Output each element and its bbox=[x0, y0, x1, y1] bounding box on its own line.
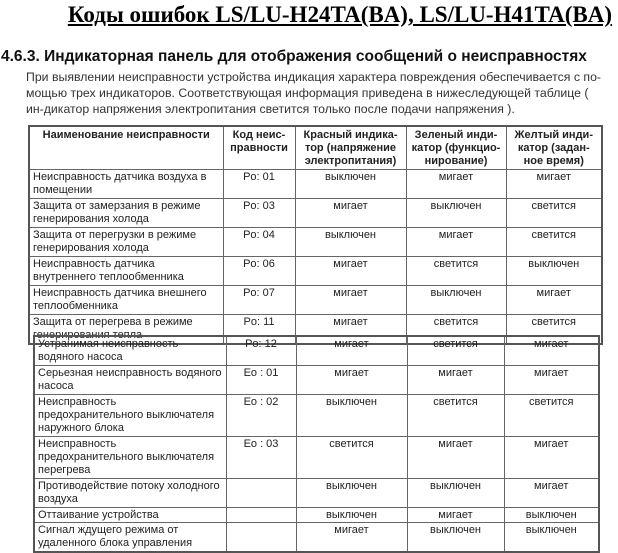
green-indicator-cell: выключен bbox=[406, 199, 506, 228]
yellow-indicator-cell: мигает bbox=[506, 286, 602, 315]
red-indicator-cell: мигает bbox=[295, 257, 406, 286]
fault-name-cell: Серьезная неисправность водяного насоса bbox=[34, 366, 226, 395]
fault-name-cell: Защита от перегрузки в режиме генерирования холода bbox=[29, 228, 223, 257]
fault-name-cell: Противодействие потоку холодного воздуха bbox=[34, 479, 226, 508]
yellow-indicator-cell: выключен bbox=[504, 508, 599, 523]
fault-name-cell: Сигнал ждущего режима от удаленного блока управления bbox=[34, 523, 226, 553]
fault-code-cell: Po: 12 bbox=[226, 336, 296, 366]
fault-name-cell: Оттаивание устройства bbox=[34, 508, 226, 523]
table-row bbox=[29, 228, 602, 257]
header-green-indicator: Зеленый инди-катор (функцио-нирование) bbox=[406, 126, 506, 170]
green-indicator-cell: светится bbox=[406, 315, 506, 345]
fault-name-cell: Неисправность датчика воздуха в помещении bbox=[29, 170, 223, 199]
fault-code-cell: Eo : 03 bbox=[226, 437, 296, 479]
fault-name-cell: Защита от перегрева в режиме генерирования тепла bbox=[29, 315, 223, 345]
green-indicator-cell: выключен bbox=[407, 523, 504, 553]
yellow-indicator-cell: светится bbox=[506, 228, 602, 257]
fault-code-cell: Po: 03 bbox=[223, 199, 295, 228]
red-indicator-cell: мигает bbox=[295, 286, 406, 315]
red-indicator-cell: выключен bbox=[295, 170, 406, 199]
green-indicator-cell: мигает bbox=[407, 366, 504, 395]
table-header-row bbox=[29, 126, 602, 170]
table-row bbox=[29, 170, 602, 199]
table-row bbox=[29, 199, 602, 228]
red-indicator-cell: мигает bbox=[296, 366, 407, 395]
red-indicator-cell: выключен bbox=[296, 395, 407, 437]
yellow-indicator-cell: мигает bbox=[506, 170, 602, 199]
red-indicator-cell: выключен bbox=[296, 479, 407, 508]
table-row bbox=[29, 286, 602, 315]
red-indicator-cell: мигает bbox=[296, 336, 407, 366]
yellow-indicator-cell: мигает bbox=[504, 437, 599, 479]
green-indicator-cell: выключен bbox=[406, 286, 506, 315]
table-row bbox=[34, 366, 599, 395]
table-row bbox=[34, 336, 599, 366]
fault-code-cell: Po: 11 bbox=[223, 315, 295, 345]
red-indicator-cell: светится bbox=[296, 437, 407, 479]
fault-name-cell: Устранимая неисправность водяного насоса bbox=[34, 336, 226, 366]
red-indicator-cell: выключен bbox=[295, 228, 406, 257]
fault-name-cell: Неисправность предохранительного выключателя перегрева bbox=[34, 437, 226, 479]
fault-name-cell: Неисправность датчика внешнего теплообменника bbox=[29, 286, 223, 315]
yellow-indicator-cell: мигает bbox=[504, 336, 599, 366]
fault-code-cell: Eo : 01 bbox=[226, 366, 296, 395]
table-row bbox=[34, 523, 599, 553]
green-indicator-cell: светится bbox=[406, 257, 506, 286]
fault-code-cell bbox=[226, 479, 296, 508]
yellow-indicator-cell: светится bbox=[506, 315, 602, 345]
error-codes-table-part1 bbox=[28, 125, 603, 345]
fault-name-cell: Защита от замерзания в режиме генерирования холода bbox=[29, 199, 223, 228]
fault-name-cell: Неисправность предохранительного выключателя наружного блока bbox=[34, 395, 226, 437]
green-indicator-cell: мигает bbox=[407, 437, 504, 479]
header-red-indicator: Красный индика-тор (напряжение электропитания) bbox=[295, 126, 406, 170]
green-indicator-cell: мигает bbox=[406, 228, 506, 257]
fault-code-cell: Po: 01 bbox=[223, 170, 295, 199]
table-row bbox=[34, 395, 599, 437]
red-indicator-cell: мигает bbox=[296, 523, 407, 553]
green-indicator-cell: светится bbox=[407, 336, 504, 366]
green-indicator-cell: выключен bbox=[407, 479, 504, 508]
yellow-indicator-cell: мигает bbox=[504, 479, 599, 508]
intro-paragraph: При выявлении неисправности устройства индикация характера повреждения обеспечивается с по-мощью трех индикаторов. Соответствующая информация приведена в нижеследующей таблице ( ин-дикатор напряжения электропитания светится только после подачи напряжения ). bbox=[26, 70, 602, 116]
table-row bbox=[34, 437, 599, 479]
table-row bbox=[34, 479, 599, 508]
header-fault-code: Код неис-правности bbox=[223, 126, 295, 170]
fault-code-cell bbox=[226, 523, 296, 553]
yellow-indicator-cell: мигает bbox=[504, 366, 599, 395]
header-yellow-indicator: Желтый инди-катор (задан-ное время) bbox=[506, 126, 602, 170]
fault-code-cell: Po: 07 bbox=[223, 286, 295, 315]
green-indicator-cell: светится bbox=[407, 395, 504, 437]
fault-code-cell: Po: 04 bbox=[223, 228, 295, 257]
error-codes-table-part2 bbox=[33, 335, 600, 553]
page-title: Коды ошибок LS/LU-H24TA(BA), LS/LU-H41TA(BA) bbox=[67, 2, 612, 27]
fault-code-cell: Eo : 02 bbox=[226, 395, 296, 437]
fault-name-cell: Неисправность датчика внутреннего теплообменника bbox=[29, 257, 223, 286]
yellow-indicator-cell: светится bbox=[506, 199, 602, 228]
fault-code-cell: Po: 06 bbox=[223, 257, 295, 286]
green-indicator-cell: мигает bbox=[406, 170, 506, 199]
red-indicator-cell: мигает bbox=[295, 315, 406, 345]
yellow-indicator-cell: выключен bbox=[506, 257, 602, 286]
green-indicator-cell: мигает bbox=[407, 508, 504, 523]
section-heading: 4.6.3. Индикаторная панель для отображения сообщений о неисправностях bbox=[1, 48, 587, 65]
table-row bbox=[29, 257, 602, 286]
yellow-indicator-cell: выключен bbox=[504, 523, 599, 553]
red-indicator-cell: мигает bbox=[295, 199, 406, 228]
header-fault-name: Наименование неисправности bbox=[29, 126, 223, 170]
red-indicator-cell: выключен bbox=[296, 508, 407, 523]
yellow-indicator-cell: светится bbox=[504, 395, 599, 437]
table-row bbox=[34, 508, 599, 523]
fault-code-cell bbox=[226, 508, 296, 523]
